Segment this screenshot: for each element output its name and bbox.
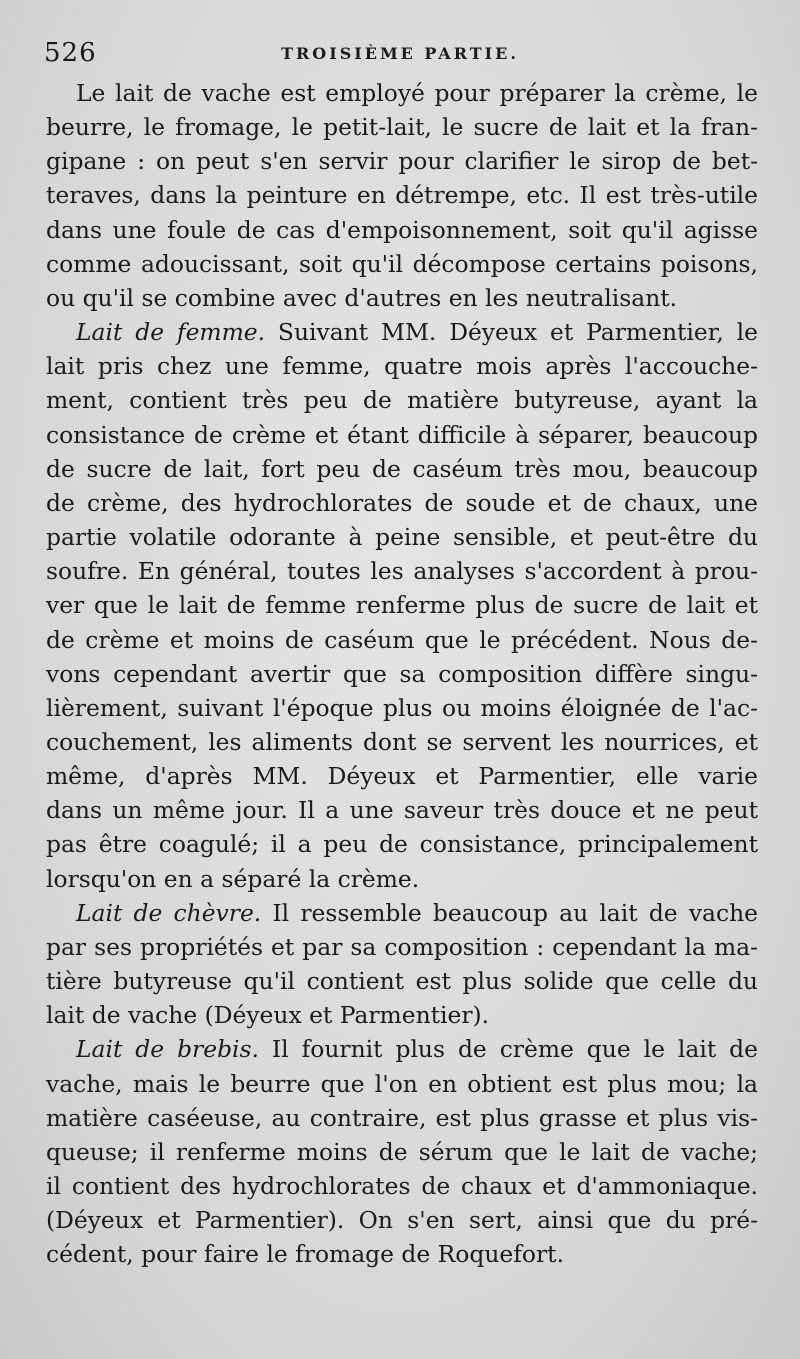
text-line: Le lait de vache est employé pour préparer la crème, le [76, 79, 758, 107]
text-line: ver que le lait de femme renferme plus de sucre de lait et [46, 591, 758, 620]
text-line: (Déyeux et Parmentier). On s'en sert, ainsi que du pré- [46, 1206, 758, 1235]
text-line: lait pris chez une femme, quatre mois après l'accouche- [46, 352, 758, 381]
running-head [44, 38, 756, 72]
text-line: teraves, dans la peinture en détrempe, etc. Il est très-utile [46, 181, 758, 210]
page-number: 526 [44, 38, 97, 68]
text-line: ou qu'il se combine avec d'autres en les neutralisant. [46, 283, 678, 312]
text-line: vons cependant avertir que sa composition diffère singu- [46, 659, 758, 688]
text-line: beurre, le fromage, le petit-lait, le sucre de lait et la fran- [46, 113, 758, 142]
text-line [46, 896, 758, 930]
text-line: dans un même jour. Il a une saveur très douce et ne peut [46, 796, 758, 825]
text-fragment: Suivant MM. Déyeux et Parmentier, le [265, 318, 758, 347]
paragraph-lait-de-brebis [46, 1032, 758, 1271]
text-line: consistance de crème et étant difficile à séparer, beaucoup [46, 420, 758, 449]
text-line: de sucre de lait, fort peu de caséum très mou, beaucoup [46, 454, 758, 483]
paragraph-lait-de-femme [46, 315, 758, 896]
text-line: vache, mais le beurre que l'on en obtient est plus mou; la [46, 1069, 758, 1098]
text-line: queuse; il renferme moins de sérum que le lait de vache; [46, 1137, 758, 1166]
text-line: partie volatile odorante à peine sensible, et peut-être du [46, 523, 758, 552]
text-line: couchement, les aliments dont se servent les nourrices, et [46, 727, 758, 756]
text-line: soufre. En général, toutes les analyses s'accordent à prou- [46, 557, 758, 586]
text-line: comme adoucissant, soit qu'il décompose certains poisons, [46, 249, 758, 278]
text-line: cédent, pour faire le fromage de Roquefort. [46, 1240, 565, 1269]
paragraph-heading: Lait de femme. [76, 318, 266, 347]
text-line: matière caséeuse, au contraire, est plus grasse et plus vis- [46, 1103, 758, 1132]
text-line: pas être coagulé; il a peu de consistance, principalement [46, 830, 758, 859]
text-line: lait de vache (Déyeux et Parmentier). [46, 1001, 490, 1030]
paragraph-lait-de-vache [46, 76, 758, 315]
text-line [46, 315, 758, 349]
text-line: de crème et moins de caséum que le précédent. Nous de- [46, 625, 758, 654]
text-line: il contient des hydrochlorates de chaux et d'ammoniaque. [46, 1172, 758, 1200]
text-line: lorsqu'on en a séparé la crème. [46, 864, 420, 893]
section-title: TROISIÈME PARTIE. [281, 44, 519, 63]
text-line: de crème, des hydrochlorates de soude et de chaux, une [46, 488, 758, 517]
text-line: même, d'après MM. Déyeux et Parmentier, elle varie [46, 762, 758, 791]
text-fragment: Il ressemble beaucoup au lait de vache [261, 898, 758, 927]
paragraph-heading: Lait de brebis. [76, 1035, 259, 1064]
text-line [46, 1032, 758, 1066]
paragraph-heading: Lait de chèvre. [76, 898, 262, 927]
text-line: lièrement, suivant l'époque plus ou moins éloignée de l'ac- [46, 693, 758, 722]
text-line: par ses propriétés et par sa composition : cependant la ma- [46, 932, 758, 961]
text-line: tière butyreuse qu'il contient est plus solide que celle du [46, 967, 758, 996]
text-line: gipane : on peut s'en servir pour clarifier le sirop de bet- [46, 147, 758, 176]
paragraph-lait-de-chevre [46, 896, 758, 1033]
text-line: ment, contient très peu de matière butyreuse, ayant la [46, 386, 758, 415]
text-fragment: Il fournit plus de crème que le lait de [258, 1035, 758, 1064]
page-body [46, 76, 758, 1271]
text-line: dans une foule de cas d'empoisonnement, soit qu'il agisse [46, 215, 758, 244]
